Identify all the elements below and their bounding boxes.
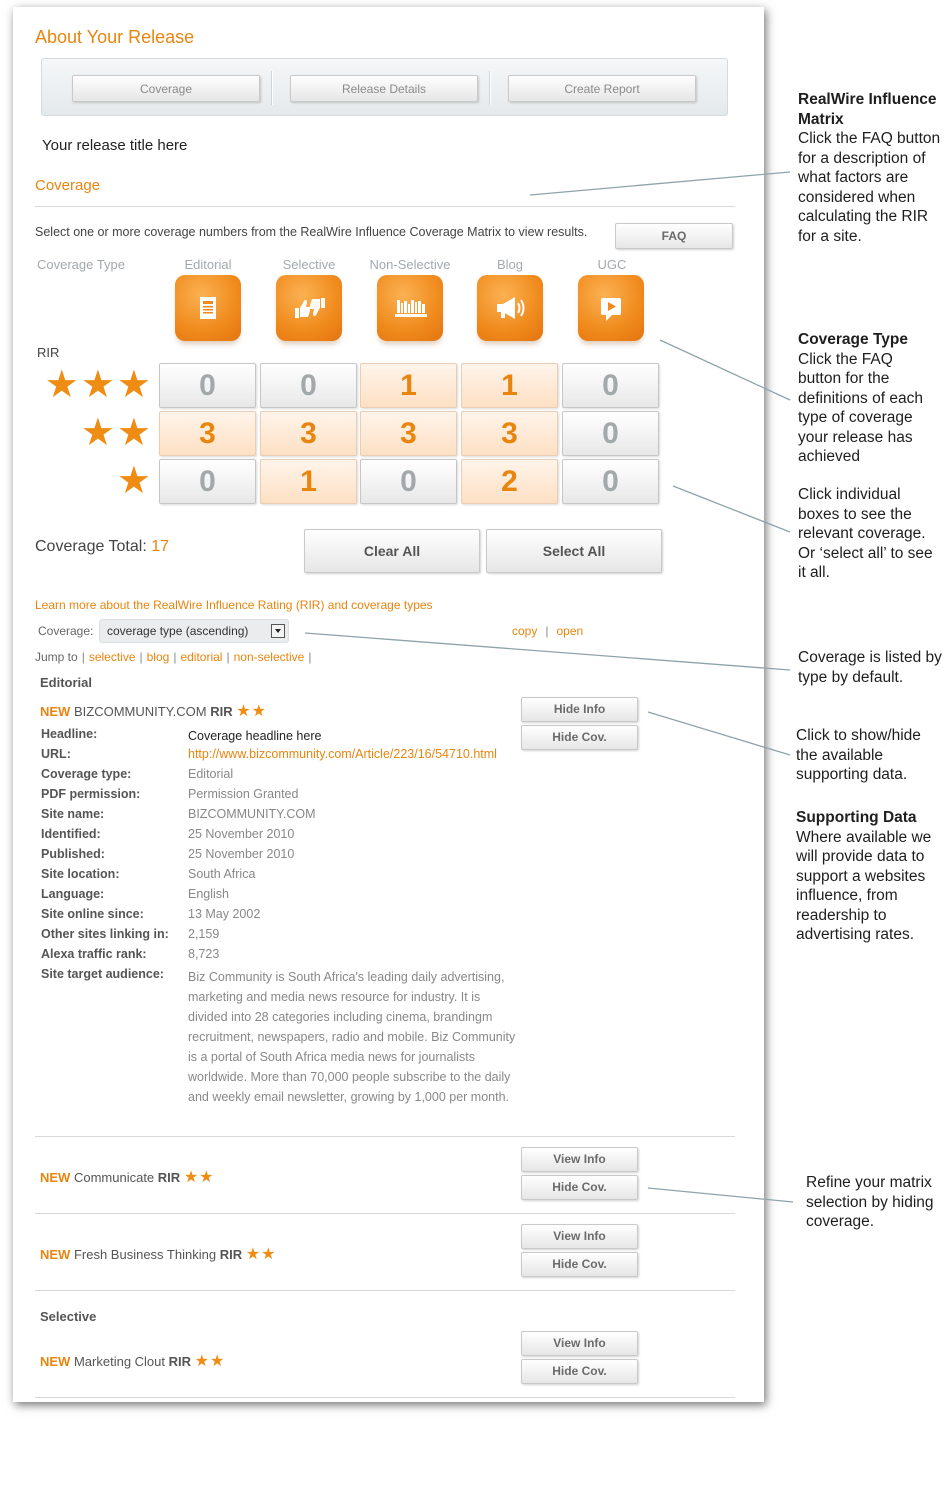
detail-key: Site target audience:	[41, 967, 164, 981]
matrix-cell[interactable]: 1	[461, 363, 558, 408]
annotation-body: Click individual boxes to see the relevant coverage. Or ‘select all’ to see it all.	[798, 486, 933, 581]
jump-separator: |	[81, 650, 85, 664]
view-info-button[interactable]: View Info	[521, 1331, 638, 1356]
leader-line	[673, 486, 790, 532]
matrix-cell[interactable]: 0	[562, 363, 659, 408]
matrix-cell[interactable]: 3	[260, 411, 357, 456]
detail-key: Coverage type:	[41, 767, 132, 781]
detail-online-since: 13 May 2002	[188, 907, 261, 921]
matrix-cell[interactable]: 3	[360, 411, 457, 456]
detail-headline: Coverage headline here	[188, 729, 322, 743]
annotation-supporting-data	[796, 808, 948, 945]
rir-3-stars: ★★★	[44, 364, 153, 406]
annotation-listed-by-type	[798, 648, 944, 687]
jump-separator: |	[308, 650, 312, 664]
rir-label: RIR	[210, 704, 233, 719]
coverage-heading: Coverage	[35, 177, 101, 194]
leader-line	[660, 340, 790, 400]
site-name: BIZCOMMUNITY.COM	[73, 704, 207, 719]
jump-non-selective[interactable]: non-selective	[233, 650, 305, 664]
rating-stars: ★★	[194, 1353, 226, 1370]
matrix-cell[interactable]: 0	[562, 459, 659, 504]
open-link[interactable]: open	[556, 624, 584, 638]
annotation-click-boxes	[798, 485, 944, 583]
hide-coverage-button[interactable]: Hide Cov.	[521, 1359, 638, 1384]
matrix-cell[interactable]: 0	[159, 363, 256, 408]
release-title: Your release title here	[42, 137, 188, 154]
detail-key: PDF permission:	[41, 787, 141, 801]
annotation-body: Where available we will provide data to support a websites influence, from readership to advertising rates.	[796, 828, 932, 943]
rir-label: RIR	[37, 345, 60, 360]
detail-published: 25 November 2010	[188, 847, 295, 861]
leader-line	[648, 1188, 793, 1202]
coverage-total-value: 17	[151, 538, 170, 555]
select-all-button[interactable]: Select All	[486, 529, 662, 573]
copy-link[interactable]: copy	[512, 624, 538, 638]
sort-label: Coverage:	[38, 624, 94, 638]
coverage-total-label: Coverage Total:	[35, 538, 147, 555]
annotation-body: Refine your matrix selection by hiding coverage.	[806, 1174, 934, 1230]
jump-editorial[interactable]: editorial	[180, 650, 223, 664]
jump-blog[interactable]: blog	[146, 650, 170, 664]
tab-release-details[interactable]: Release Details	[290, 75, 478, 102]
rir-label: RIR	[157, 1170, 181, 1185]
annotation-body: Click the FAQ button for the definitions of each type of coverage your release has achieved	[798, 350, 923, 465]
matrix-cell[interactable]: 0	[159, 459, 256, 504]
annotation-refine-selection	[806, 1173, 936, 1232]
rating-stars: ★★	[236, 703, 267, 720]
new-badge: NEW	[40, 1247, 71, 1262]
detail-identified: 25 November 2010	[188, 827, 295, 841]
rir-2-stars: ★★	[80, 412, 153, 454]
type-label-selective: Selective	[282, 257, 336, 272]
detail-key: Alexa traffic rank:	[41, 947, 147, 961]
hide-coverage-button[interactable]: Hide Cov.	[521, 1252, 638, 1277]
rir-label: RIR	[219, 1247, 243, 1262]
leader-line	[305, 633, 790, 670]
detail-coverage-type: Editorial	[188, 767, 234, 781]
type-label-ugc: UGC	[597, 257, 627, 272]
annotation-body: Click the FAQ button for a description of what factors are considered when calculating the RIR for a site.	[798, 130, 941, 245]
group-title-editorial: Editorial	[40, 675, 93, 690]
rir-label: RIR	[168, 1354, 192, 1369]
detail-key: Other sites linking in:	[41, 927, 169, 941]
annotation-title: Supporting Data	[796, 809, 917, 826]
detail-pdf-permission: Permission Granted	[188, 787, 299, 801]
site-name: Marketing Clout	[73, 1354, 166, 1369]
detail-key: Published:	[41, 847, 105, 861]
new-badge: NEW	[40, 1354, 71, 1369]
detail-key: Language:	[41, 887, 105, 901]
matrix-cell[interactable]: 2	[461, 459, 558, 504]
jump-separator: |	[173, 650, 177, 664]
detail-key: Identified:	[41, 827, 101, 841]
annotation-title: RealWire Influence Matrix	[798, 91, 937, 128]
leader-line	[648, 712, 790, 755]
view-info-button[interactable]: View Info	[521, 1147, 638, 1172]
annotation-show-hide	[796, 726, 942, 785]
type-label-non-selective: Non-Selective	[369, 257, 451, 272]
detail-alexa-rank: 8,723	[188, 947, 220, 961]
leader-line	[530, 172, 790, 195]
jump-separator: |	[226, 650, 230, 664]
matrix-cell[interactable]: 0	[360, 459, 457, 504]
detail-url-link[interactable]: http://www.bizcommunity.com/Article/223/16/54710.html	[188, 747, 497, 761]
new-badge: NEW	[40, 1170, 71, 1185]
type-label-blog: Blog	[496, 257, 524, 272]
sort-value: coverage type (ascending)	[107, 624, 249, 638]
annotation-coverage-type	[798, 330, 938, 467]
coverage-type-label: Coverage Type	[37, 257, 125, 272]
annotation-influence-matrix	[798, 90, 946, 246]
faq-button[interactable]: FAQ	[615, 223, 733, 249]
rir-1-star: ★	[116, 460, 153, 502]
site-name: Fresh Business Thinking	[73, 1247, 217, 1262]
jump-label: Jump to	[35, 650, 78, 664]
annotation-title: Coverage Type	[798, 331, 908, 348]
learn-more-link[interactable]: Learn more about the RealWire Influence Rating (RIR) and coverage types	[35, 598, 433, 612]
hide-coverage-button[interactable]: Hide Cov.	[521, 725, 638, 750]
matrix-cell[interactable]: 3	[461, 411, 558, 456]
detail-site-location: South Africa	[188, 867, 256, 881]
matrix-cell[interactable]: 0	[260, 363, 357, 408]
matrix-instructions: Select one or more coverage numbers from the RealWire Influence Coverage Matrix to view results.	[35, 225, 588, 239]
jump-selective[interactable]: selective	[88, 650, 136, 664]
detail-key: Site location:	[41, 867, 120, 881]
detail-key: Site online since:	[41, 907, 144, 921]
site-name: Communicate	[73, 1170, 155, 1185]
detail-language: English	[188, 887, 229, 901]
annotation-body: Click to show/hide the available supporting data.	[796, 727, 921, 783]
group-title-selective: Selective	[40, 1309, 97, 1324]
matrix-cell[interactable]: 1	[360, 363, 457, 408]
annotation-body: Coverage is listed by type by default.	[798, 649, 942, 686]
detail-key: Site name:	[41, 807, 105, 821]
detail-sites-linking: 2,159	[188, 927, 220, 941]
matrix-cell[interactable]: 1	[260, 459, 357, 504]
tab-create-report[interactable]: Create Report	[508, 75, 696, 102]
tab-coverage[interactable]: Coverage	[72, 75, 260, 102]
matrix-cell[interactable]: 3	[159, 411, 256, 456]
hide-info-button[interactable]: Hide Info	[521, 697, 638, 722]
jump-separator: |	[139, 650, 143, 664]
new-badge: NEW	[40, 704, 71, 719]
rating-stars: ★★	[183, 1169, 215, 1186]
detail-key: URL:	[41, 747, 71, 761]
page-title: About Your Release	[35, 27, 195, 47]
type-label-editorial: Editorial	[184, 257, 232, 272]
detail-target-audience: Biz Community is South Africa's leading daily advertising, marketing and media news resource for industry. It is divided into 28 categories including cinema, brandingm recruitment, newspapers, radio and mobile. Biz Community is a portal of South Africa media news for journalists worldwide. More than 70,000 people subscribe to the daily and weekly email newsletter, growing by 1,000 per month.	[188, 970, 516, 1104]
view-info-button[interactable]: View Info	[521, 1224, 638, 1249]
hide-coverage-button[interactable]: Hide Cov.	[521, 1175, 638, 1200]
link-separator: |	[545, 624, 549, 638]
matrix-cell[interactable]: 0	[562, 411, 659, 456]
clear-all-button[interactable]: Clear All	[304, 529, 480, 573]
detail-site-name: BIZCOMMUNITY.COM	[188, 807, 316, 821]
rating-stars: ★★	[245, 1246, 277, 1263]
detail-key: Headline:	[41, 727, 98, 741]
